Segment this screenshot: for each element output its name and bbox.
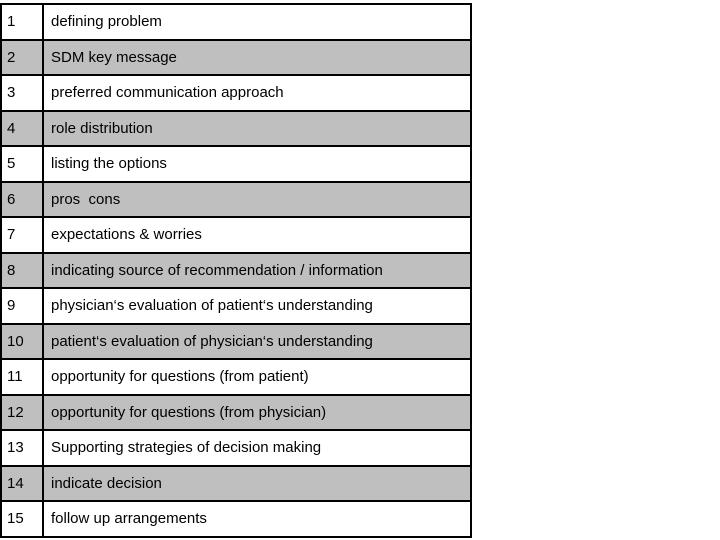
table-row (1, 40, 471, 76)
table-row (1, 324, 471, 360)
table-row (1, 466, 471, 502)
row-number-cell: 4 (1, 111, 43, 147)
row-number-cell: 11 (1, 359, 43, 395)
row-label-cell: listing the options (43, 146, 471, 182)
table-row (1, 395, 471, 431)
row-label-cell: follow up arrangements (43, 501, 471, 537)
row-number-cell: 13 (1, 430, 43, 466)
items-table-container (0, 3, 472, 538)
row-number-cell: 6 (1, 182, 43, 218)
row-number-cell: 1 (1, 4, 43, 40)
row-number-cell: 15 (1, 501, 43, 537)
table-row (1, 4, 471, 40)
row-label-cell: pros cons (43, 182, 471, 218)
table-row (1, 501, 471, 537)
row-number-cell: 2 (1, 40, 43, 76)
row-label-cell: preferred communication approach (43, 75, 471, 111)
row-label-cell: opportunity for questions (from patient) (43, 359, 471, 395)
row-number-cell: 9 (1, 288, 43, 324)
row-label-cell: indicating source of recommendation / information (43, 253, 471, 289)
row-number-cell: 12 (1, 395, 43, 431)
row-label-cell: expectations & worries (43, 217, 471, 253)
items-table-body (1, 4, 471, 537)
row-label-cell: indicate decision (43, 466, 471, 502)
table-row (1, 75, 471, 111)
row-label-cell: SDM key message (43, 40, 471, 76)
table-row (1, 430, 471, 466)
table-row (1, 111, 471, 147)
items-table (0, 3, 472, 538)
row-number-cell: 8 (1, 253, 43, 289)
table-row (1, 182, 471, 218)
table-row (1, 359, 471, 395)
row-number-cell: 3 (1, 75, 43, 111)
row-label-cell: role distribution (43, 111, 471, 147)
table-row (1, 253, 471, 289)
row-label-cell: physician‘s evaluation of patient‘s understanding (43, 288, 471, 324)
table-row (1, 288, 471, 324)
table-row (1, 217, 471, 253)
table-row (1, 146, 471, 182)
row-number-cell: 10 (1, 324, 43, 360)
row-label-cell: opportunity for questions (from physician) (43, 395, 471, 431)
row-number-cell: 7 (1, 217, 43, 253)
row-label-cell: defining problem (43, 4, 471, 40)
row-label-cell: Supporting strategies of decision making (43, 430, 471, 466)
row-number-cell: 14 (1, 466, 43, 502)
row-number-cell: 5 (1, 146, 43, 182)
row-label-cell: patient‘s evaluation of physician‘s understanding (43, 324, 471, 360)
